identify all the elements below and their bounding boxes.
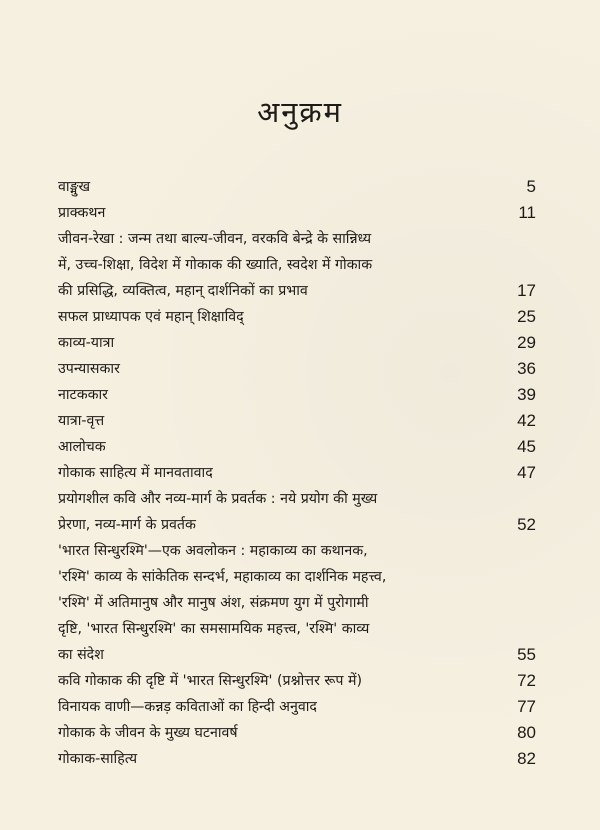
toc-entry-text — [58, 720, 536, 746]
table-of-contents — [58, 174, 536, 772]
toc-entry-text — [58, 434, 536, 460]
toc-entry-line: यात्रा-वृत्त — [58, 413, 105, 429]
toc-entry-text — [58, 486, 536, 538]
toc-entry — [58, 486, 536, 538]
toc-entry-line: काव्य-यात्रा — [58, 335, 115, 351]
toc-entry-line: प्राक्कथन — [58, 205, 106, 221]
toc-entry-line: विनायक वाणी—कन्नड़ कविताओं का हिन्दी अनुवाद — [58, 699, 317, 715]
toc-page-number: 42 — [517, 411, 536, 430]
toc-entry-line: जीवन-रेखा : जन्म तथा बाल्य-जीवन, वरकवि बेन्द्रे के सान्निध्य — [58, 231, 372, 247]
toc-entry-line: गोकाक के जीवन के मुख्य घटनावर्ष — [58, 725, 238, 741]
toc-page-number: 72 — [517, 671, 536, 690]
toc-entry — [58, 460, 536, 486]
toc-entry — [58, 304, 536, 330]
toc-entry-line: की प्रसिद्धि, व्यक्तित्व, महान् दार्शनिकों का प्रभाव — [58, 283, 308, 299]
toc-entry — [58, 720, 536, 746]
toc-page-number: 45 — [517, 437, 536, 456]
toc-entry-line: उपन्यासकार — [58, 361, 120, 377]
toc-entry-text — [58, 408, 536, 434]
toc-entry — [58, 434, 536, 460]
toc-entry-text — [58, 356, 536, 382]
toc-entry — [58, 174, 536, 200]
toc-entry — [58, 356, 536, 382]
toc-page-number: 36 — [517, 359, 536, 378]
toc-page-number: 29 — [517, 333, 536, 352]
toc-entry-line: 'रश्मि' काव्य के सांकेतिक सन्दर्भ, महाकाव्य का दार्शनिक महत्त्व, — [58, 569, 387, 585]
toc-entry-text — [58, 746, 536, 772]
toc-page-number: 80 — [517, 723, 536, 742]
toc-entry — [58, 694, 536, 720]
toc-entry — [58, 382, 536, 408]
toc-entry-line: दृष्टि, 'भारत सिन्धुरश्मि' का समसामयिक महत्त्व, 'रश्मि' काव्य — [58, 621, 370, 637]
toc-entry-text — [58, 382, 536, 408]
toc-entry — [58, 200, 536, 226]
toc-page-number: 55 — [517, 645, 536, 664]
toc-entry-line: का संदेश — [58, 647, 104, 663]
toc-page-number: 5 — [526, 177, 536, 196]
toc-entry — [58, 746, 536, 772]
toc-entry-text — [58, 460, 536, 486]
toc-entry-text — [58, 668, 536, 694]
toc-entry-line: नाटककार — [58, 387, 108, 403]
toc-entry — [58, 668, 536, 694]
toc-entry-line: गोकाक साहित्य में मानवतावाद — [58, 465, 213, 481]
toc-entry-line: 'भारत सिन्धुरश्मि'—एक अवलोकन : महाकाव्य का कथानक, — [58, 543, 368, 559]
page-title: अनुक्रम — [257, 95, 343, 129]
toc-page-number: 39 — [517, 385, 536, 404]
toc-page-number: 77 — [517, 697, 536, 716]
toc-page-number: 82 — [517, 749, 536, 768]
toc-entry — [58, 408, 536, 434]
toc-entry-line: में, उच्च-शिक्षा, विदेश में गोकाक की ख्याति, स्वदेश में गोकाक — [58, 257, 373, 273]
toc-page-number: 11 — [518, 203, 536, 222]
toc-entry-text — [58, 538, 536, 668]
toc-entry-text — [58, 694, 536, 720]
toc-entry-text — [58, 330, 536, 356]
toc-entry — [58, 538, 536, 668]
toc-entry-line: गोकाक-साहित्य — [58, 751, 138, 767]
toc-entry-text — [58, 304, 536, 330]
toc-entry-line: वाङ्मुख — [58, 179, 91, 195]
toc-entry-line: सफल प्राध्यापक एवं महान् शिक्षाविद् — [58, 309, 244, 325]
toc-entry-line: प्रेरणा, नव्य-मार्ग के प्रवर्तक — [58, 517, 196, 533]
toc-entry-text — [58, 174, 536, 200]
toc-entry-line: आलोचक — [58, 439, 106, 455]
toc-entry-text — [58, 226, 536, 304]
toc-entry-text — [58, 200, 536, 226]
toc-entry — [58, 226, 536, 304]
toc-page-number: 52 — [517, 515, 536, 534]
toc-page-number: 47 — [517, 463, 536, 482]
toc-entry-line: 'रश्मि' में अतिमानुष और मानुष अंश, संक्रमण युग में पुरोगामी — [58, 595, 369, 611]
toc-entry — [58, 330, 536, 356]
toc-entry-line: प्रयोगशील कवि और नव्य-मार्ग के प्रवर्तक : नये प्रयोग की मुख्य — [58, 491, 378, 507]
toc-entry-line: कवि गोकाक की दृष्टि में 'भारत सिन्धुरश्मि' (प्रश्नोत्तर रूप में) — [58, 673, 362, 689]
toc-page-number: 17 — [517, 281, 536, 300]
toc-page-number: 25 — [517, 307, 536, 326]
